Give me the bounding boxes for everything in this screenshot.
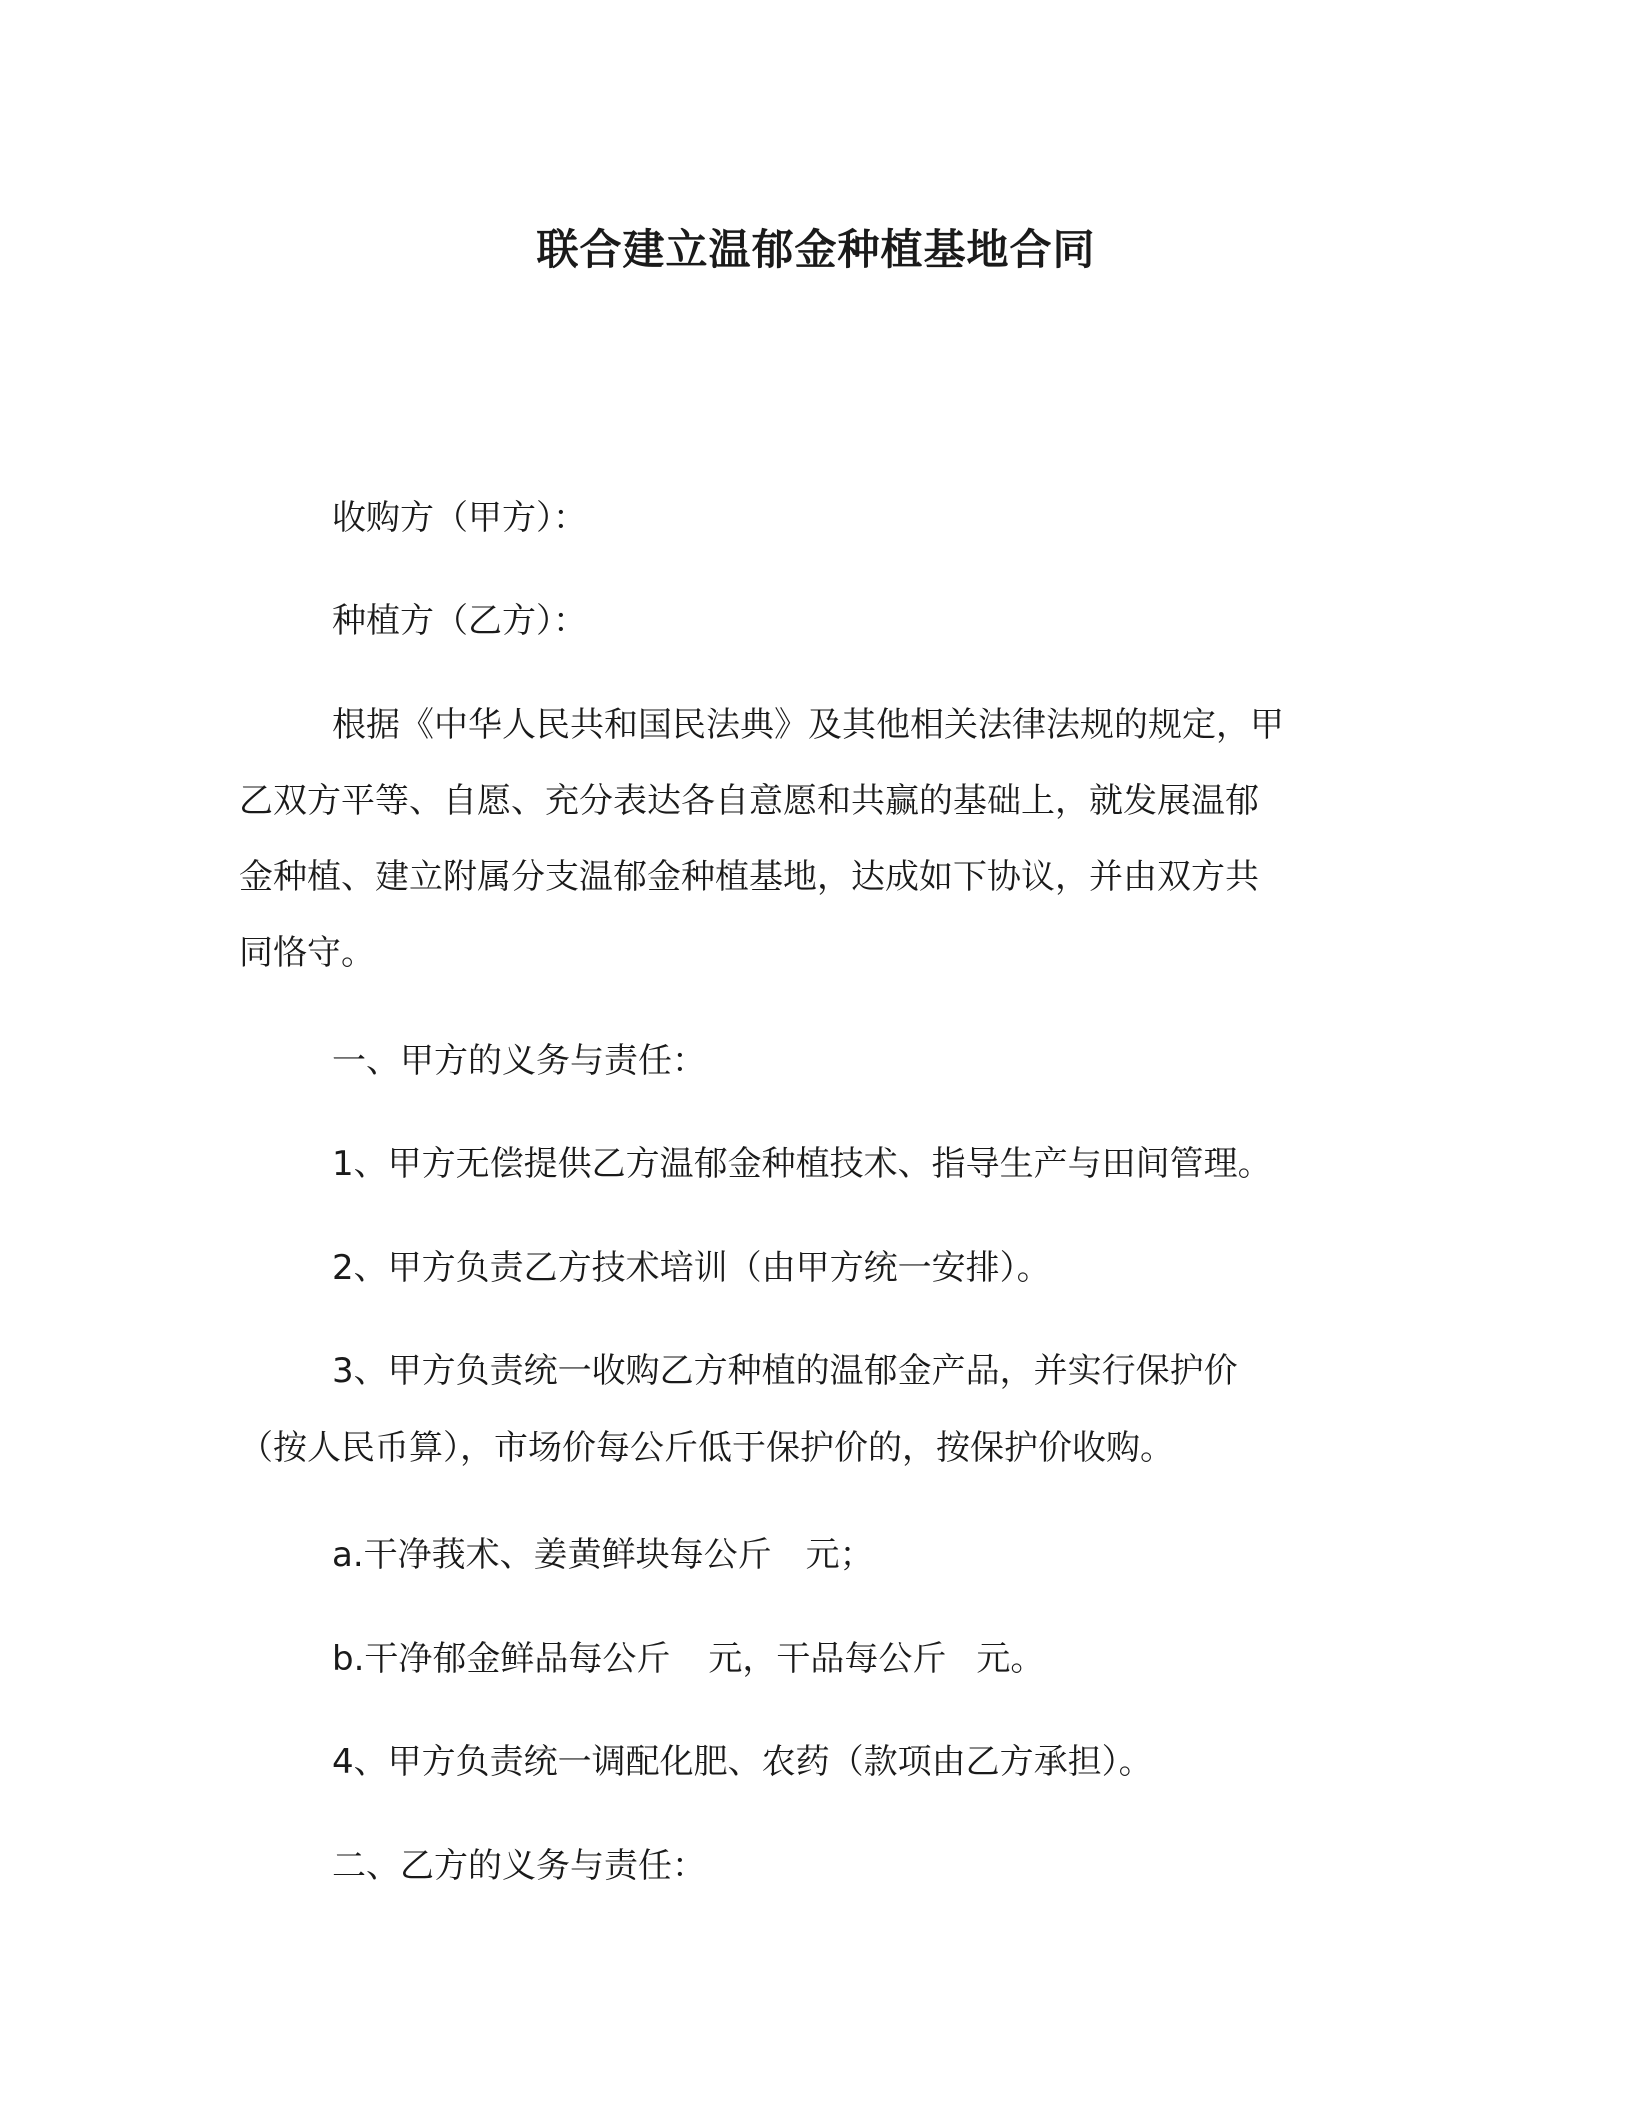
item-3-line-2: （按人民币算），市场价每公斤低于保护价的，按保护价收购。 bbox=[239, 1428, 1174, 1468]
party-a-label: 收购方（甲方）： bbox=[332, 498, 587, 538]
item-a bbox=[332, 1532, 874, 1578]
item-b-suffix: 元。 bbox=[976, 1639, 1045, 1679]
section-two-heading: 二、乙方的义务与责任： bbox=[332, 1846, 706, 1886]
item-a-suffix: 元； bbox=[805, 1535, 874, 1575]
preamble-line-4: 同恪守。 bbox=[239, 933, 375, 973]
preamble-line-2: 乙双方平等、自愿、充分表达各自意愿和共赢的基础上，就发展温郁 bbox=[239, 781, 1259, 821]
item-b-prefix: b.干净郁金鲜品每公斤 bbox=[332, 1639, 671, 1679]
item-4: 4、甲方负责统一调配化肥、农药（款项由乙方承担）。 bbox=[332, 1742, 1153, 1782]
section-one-heading: 一、甲方的义务与责任： bbox=[332, 1041, 706, 1081]
item-2: 2、甲方负责乙方技术培训（由甲方统一安排）。 bbox=[332, 1248, 1051, 1288]
item-b bbox=[332, 1636, 1044, 1682]
item-b-middle: 元，干品每公斤 bbox=[708, 1639, 947, 1679]
document-title: 联合建立温郁金种植基地合同 bbox=[536, 225, 1096, 274]
item-1: 1、甲方无偿提供乙方温郁金种植技术、指导生产与田间管理。 bbox=[332, 1144, 1272, 1184]
preamble-line-1: 根据《中华人民共和国民法典》及其他相关法律法规的规定，甲 bbox=[332, 705, 1284, 745]
party-b-label: 种植方（乙方）： bbox=[332, 601, 587, 641]
item-a-prefix: a.干净莪术、姜黄鲜块每公斤 bbox=[332, 1535, 772, 1575]
preamble-line-3: 金种植、建立附属分支温郁金种植基地，达成如下协议，并由双方共 bbox=[239, 857, 1259, 897]
item-3-line-1: 3、甲方负责统一收购乙方种植的温郁金产品，并实行保护价 bbox=[332, 1351, 1238, 1391]
